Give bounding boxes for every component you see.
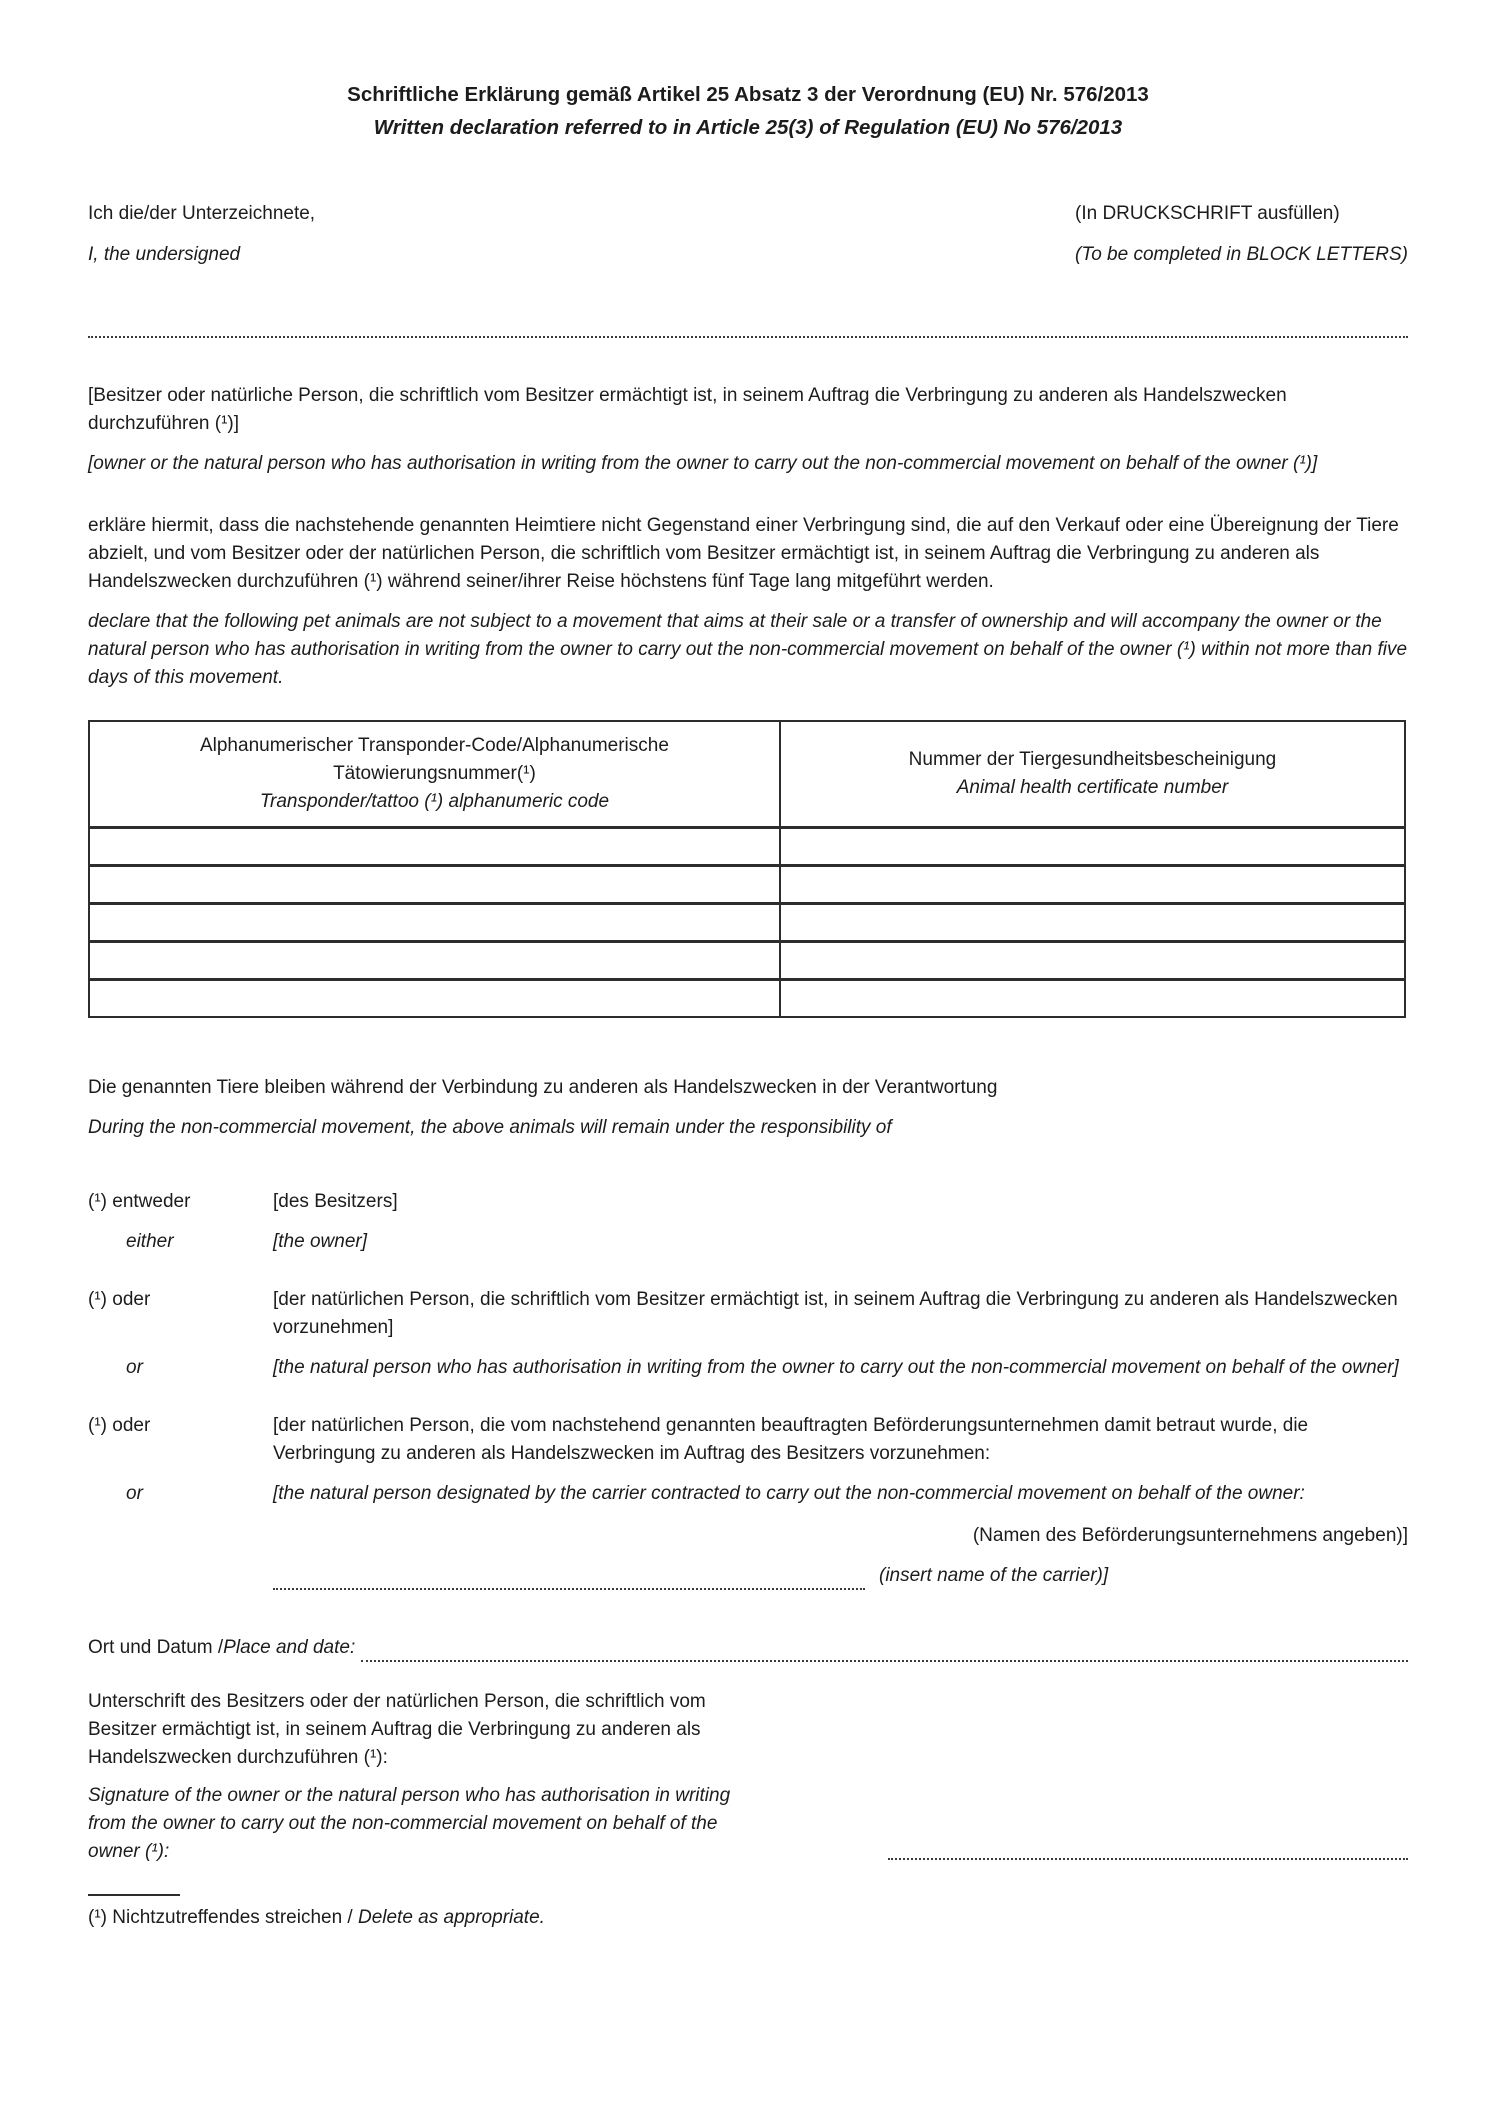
intro-section: [88, 200, 1408, 282]
undersigned-label: [88, 200, 315, 282]
option-owner-marker-en: either: [126, 1231, 174, 1252]
table-cell[interactable]: [780, 942, 1405, 980]
option-owner-text-de: [des Besitzers]: [273, 1191, 398, 1212]
place-date-row: [88, 1634, 1408, 1662]
table-cell[interactable]: [780, 980, 1405, 1018]
transponder-code-header-en: Transponder/tattoo (¹) alphanumeric code: [259, 791, 610, 812]
table-row: [89, 904, 1405, 942]
table-row: [89, 828, 1405, 866]
undersigned-label-en: I, the undersigned: [88, 244, 241, 265]
transponder-code-header: [89, 721, 780, 828]
declaration-en: declare that the following pet animals are not subject to a movement that aims at their sale or a transfer of ownership and will accompany the owner or the natural person who has authorisation in writing from the owner to carry out the non-commercial movement on behalf of the owner (¹) within not more than five days of this movement.: [88, 611, 1408, 688]
carrier-name-label-de: (Namen des Beförderungsunternehmens angeben)]: [972, 1525, 1408, 1546]
footnote: [88, 1894, 1408, 1932]
place-date-label-de: Ort und Datum /: [88, 1637, 224, 1658]
certificate-number-header-en: Animal health certificate number: [956, 777, 1229, 798]
option-authorised-person-text-de: [der natürlichen Person, die schriftlich vom Besitzer ermächtigt ist, in seinem Auftrag die Verbringung zu anderen als Handelszwecken vorzunehmen]: [273, 1289, 1398, 1338]
block-letters-note: [1075, 200, 1408, 282]
pet-id-table: [88, 720, 1406, 1018]
responsibility-en: During the non-commercial movement, the above animals will remain under the responsibility of: [88, 1117, 892, 1138]
table-cell[interactable]: [780, 904, 1405, 942]
owner-clause-en: [owner or the natural person who has authorisation in writing from the owner to carry out the non-commercial movement on behalf of the owner (¹)]: [88, 453, 1318, 474]
option-owner: [88, 1188, 1408, 1256]
owner-clause-de: [Besitzer oder natürliche Person, die schriftlich vom Besitzer ermächtigt ist, in seinem Auftrag die Verbringung zu anderen als Handelszwecken durchzuführen (¹)]: [88, 385, 1287, 434]
table-cell[interactable]: [89, 980, 780, 1018]
signature-label-en: Signature of the owner or the natural person who has authorisation in writing from the owner to carry out the non-commercial movement on behalf of the owner (¹):: [88, 1785, 731, 1862]
form-title: [88, 78, 1408, 144]
footnote-en: Delete as appropriate.: [357, 1907, 545, 1928]
undersigned-name-fill-line[interactable]: [88, 316, 1408, 338]
option-authorised-person-text-en: [the natural person who has authorisation in writing from the owner to carry out the non-commercial movement on behalf of the owner]: [273, 1357, 1399, 1378]
pet-id-table-header-row: [89, 721, 1405, 828]
table-row: [89, 866, 1405, 904]
certificate-number-header: [780, 721, 1405, 828]
form-title-en: Written declaration referred to in Article 25(3) of Regulation (EU) No 576/2013: [373, 116, 1123, 139]
option-carrier-person-marker-de: (¹) oder: [88, 1415, 151, 1436]
option-authorised-person-marker-en: or: [126, 1357, 143, 1378]
option-owner-text-en: [the owner]: [273, 1231, 367, 1252]
undersigned-label-de: Ich die/der Unterzeichnete,: [88, 203, 316, 224]
option-owner-marker-de: (¹) entweder: [88, 1191, 191, 1212]
table-row: [89, 980, 1405, 1018]
signature-section: [88, 1688, 1408, 1866]
block-letters-note-de: (In DRUCKSCHRIFT ausfüllen): [1075, 203, 1340, 224]
certificate-number-header-de: Nummer der Tiergesundheitsbescheinigung: [908, 749, 1277, 770]
declaration-de: erkläre hiermit, dass die nachstehende genannten Heimtiere nicht Gegenstand einer Verbringung sind, die auf den Verkauf oder eine Übereignung der Tiere abzielt, und vom Besitzer oder der natürlichen Person, die schriftlich vom Besitzer ermächtigt ist, in seinem Auftrag die Verbringung zu anderen als Handelszwecken durchzuführen (¹) während seiner/ihrer Reise höchstens fünf Tage lang mitgeführt werden.: [88, 515, 1399, 592]
table-cell[interactable]: [89, 828, 780, 866]
responsibility-de: Die genannten Tiere bleiben während der Verbindung zu anderen als Handelszwecken in der Verantwortung: [88, 1077, 998, 1098]
carrier-name-fill-line[interactable]: [273, 1568, 865, 1590]
carrier-name-row: [88, 1562, 1408, 1590]
signature-label-de: Unterschrift des Besitzers oder der natürlichen Person, die schriftlich vom Besitzer ermächtigt ist, in seinem Auftrag die Verbringung zu anderen als Handelszwecken durchzuführen (¹):: [88, 1691, 706, 1768]
table-cell[interactable]: [780, 828, 1405, 866]
option-carrier-person-text-en: [the natural person designated by the carrier contracted to carry out the non-commercial movement on behalf of the owner:: [273, 1483, 1305, 1504]
block-letters-note-en: (To be completed in BLOCK LETTERS): [1075, 244, 1408, 265]
footnote-de: (¹) Nichtzutreffendes streichen /: [88, 1907, 358, 1928]
footnote-rule: [88, 1894, 180, 1896]
option-authorised-person-marker-de: (¹) oder: [88, 1289, 151, 1310]
form-title-de: Schriftliche Erklärung gemäß Artikel 25 Absatz 3 der Verordnung (EU) Nr. 576/2013: [347, 83, 1149, 106]
table-cell[interactable]: [780, 866, 1405, 904]
table-cell[interactable]: [89, 866, 780, 904]
option-authorised-person: [88, 1286, 1408, 1382]
table-cell[interactable]: [89, 904, 780, 942]
place-date-fill-line[interactable]: [361, 1640, 1408, 1662]
table-row: [89, 942, 1405, 980]
transponder-code-header-de: Alphanumerischer Transponder-Code/Alphanumerische Tätowierungsnummer(¹): [199, 735, 669, 784]
signature-fill-line[interactable]: [888, 1838, 1408, 1860]
place-date-label-en: Place and date:: [223, 1637, 356, 1658]
table-cell[interactable]: [89, 942, 780, 980]
option-carrier-person-text-de: [der natürlichen Person, die vom nachstehend genannten beauftragten Beförderungsunternehmen damit betraut wurde, die Verbringung zu anderen als Handelszwecken im Auftrag des Besitzers vorzunehmen:: [273, 1415, 1309, 1464]
option-carrier-person: [88, 1412, 1408, 1508]
option-carrier-person-marker-en: or: [126, 1483, 143, 1504]
carrier-name-label-en: (insert name of the carrier)]: [879, 1565, 1109, 1586]
